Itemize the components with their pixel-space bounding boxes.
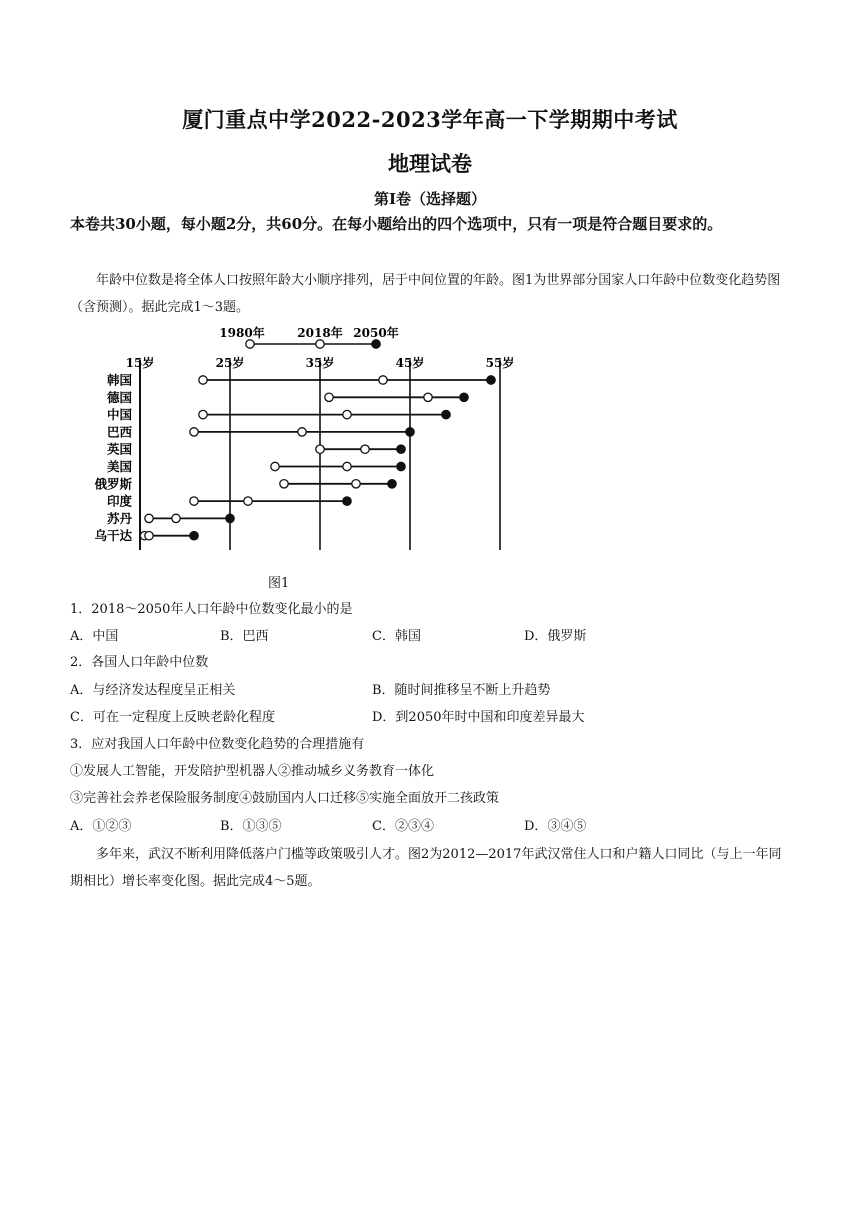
point-2050 (460, 393, 468, 401)
point-2018 (145, 532, 153, 540)
q3-option-a[interactable]: A．①②③ (70, 819, 132, 834)
legend-label: 2018年 (297, 326, 343, 340)
section-heading: 第Ⅰ卷（选择题） (373, 190, 487, 208)
q1-option-a[interactable]: A．中国 (70, 629, 119, 644)
q2-option-b[interactable]: B．随时间推移呈不断上升趋势 (372, 683, 551, 698)
point-1980 (145, 514, 153, 522)
exam-title: 厦门重点中学2022-2023学年高一下学期期中考试 (182, 107, 678, 132)
age-median-chart (80, 318, 530, 558)
point-2050 (397, 445, 405, 453)
point-2050 (226, 514, 234, 522)
exam-subject: 地理试卷 (388, 151, 472, 176)
q2-option-d[interactable]: D．到2050年时中国和印度差异最大 (372, 710, 585, 725)
q1-option-b[interactable]: B．巴西 (220, 629, 269, 644)
point-1980 (199, 410, 207, 418)
x-tick-label: 55岁 (485, 356, 515, 370)
question-2-stem: 2．各国人口年龄中位数 (70, 655, 209, 670)
point-2050 (388, 480, 396, 488)
point-2050 (442, 410, 450, 418)
point-2018 (343, 462, 351, 470)
passage-2: 多年来，武汉不断利用降低落户门槛等政策吸引人才。图2为2012—2017年武汉常住人口和户籍人口同比（与上一年同期相比）增长率变化图。据此完成4～5题。 (70, 847, 782, 889)
x-tick-label: 45岁 (395, 356, 425, 370)
point-2018 (244, 497, 252, 505)
category-label: 印度 (106, 493, 132, 509)
legend-marker (316, 340, 324, 348)
x-tick-label: 25岁 (215, 356, 245, 370)
point-2050 (343, 497, 351, 505)
legend-label: 2050年 (353, 326, 399, 340)
point-2050 (397, 462, 405, 470)
point-2050 (190, 532, 198, 540)
question-1-stem: 1．2018～2050年人口年龄中位数变化最小的是 (70, 602, 353, 617)
q3-option-d[interactable]: D．③④⑤ (524, 819, 587, 834)
point-1980 (271, 462, 279, 470)
point-2018 (424, 393, 432, 401)
point-1980 (190, 428, 198, 436)
category-label: 巴西 (106, 424, 132, 440)
question-3-items-2: ③完善社会养老保险服务制度④鼓励国内人口迁移⑤实施全面放开二孩政策 (70, 791, 500, 806)
point-1980 (280, 480, 288, 488)
question-3-items-1: ①发展人工智能，开发陪护型机器人②推动城乡义务教育一体化 (70, 764, 435, 779)
legend-label: 1980年 (219, 326, 265, 340)
point-1980 (325, 393, 333, 401)
point-2050 (406, 428, 414, 436)
category-label: 韩国 (106, 372, 132, 388)
point-2018 (361, 445, 369, 453)
question-3-stem: 3．应对我国人口年龄中位数变化趋势的合理措施有 (70, 737, 365, 752)
point-2018 (352, 480, 360, 488)
category-label: 苏丹 (106, 510, 132, 526)
q3-option-c[interactable]: C．②③④ (372, 819, 434, 834)
legend-marker (246, 340, 254, 348)
category-label: 乌干达 (94, 528, 132, 544)
q1-option-c[interactable]: C．韩国 (372, 629, 421, 644)
x-tick-label: 35岁 (305, 356, 335, 370)
q2-option-a[interactable]: A．与经济发达程度呈正相关 (70, 683, 236, 698)
point-2018 (298, 428, 306, 436)
point-2018 (379, 376, 387, 384)
point-2018 (343, 410, 351, 418)
point-2018 (172, 514, 180, 522)
q3-option-b[interactable]: B．①③⑤ (220, 819, 282, 834)
category-label: 英国 (106, 441, 132, 457)
point-1980 (190, 497, 198, 505)
figure-caption: 图1 (268, 576, 290, 591)
instructions: 本卷共30小题，每小题2分，共60分。在每小题给出的四个选项中，只有一项是符合题目要求的。 (70, 215, 723, 233)
q2-option-c[interactable]: C．可在一定程度上反映老龄化程度 (70, 710, 275, 725)
category-label: 俄罗斯 (94, 476, 132, 492)
passage-1: 年龄中位数是将全体人口按照年龄大小顺序排列，居于中间位置的年龄。图1为世界部分国家人口年龄中位数变化趋势图（含预测）。据此完成1～3题。 (70, 273, 781, 315)
category-label: 中国 (106, 407, 132, 423)
point-1980 (199, 376, 207, 384)
legend-marker (372, 340, 380, 348)
point-2050 (487, 376, 495, 384)
category-label: 美国 (106, 459, 132, 474)
q1-option-d[interactable]: D．俄罗斯 (524, 629, 587, 644)
category-label: 德国 (106, 389, 132, 405)
point-1980 (316, 445, 324, 453)
x-tick-label: 15岁 (125, 356, 155, 370)
